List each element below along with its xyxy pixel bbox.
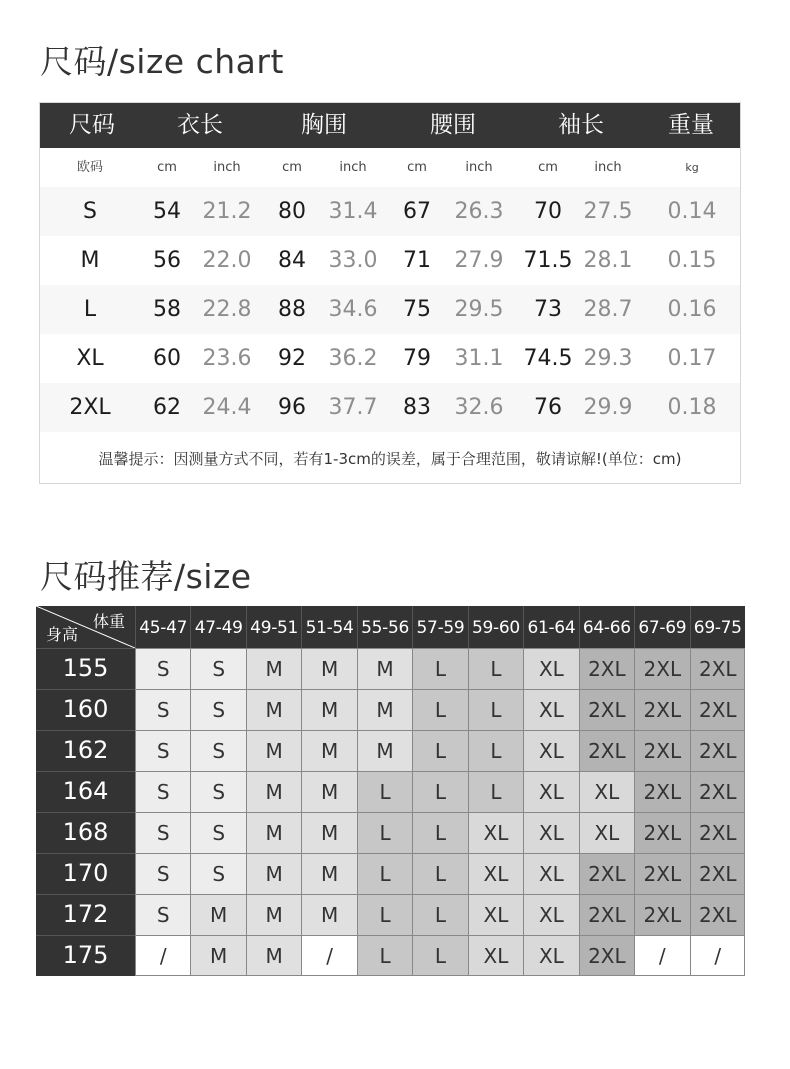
size-value: 58	[153, 297, 181, 322]
size-value: 34.6	[328, 297, 378, 322]
size-value: 73	[534, 297, 562, 322]
recommended-size-cell: M	[246, 812, 301, 853]
header-cell: 胸围	[301, 112, 347, 138]
recommended-size-cell: M	[301, 894, 356, 935]
recommended-size-cell: 2XL	[634, 894, 689, 935]
recommended-size-cell: L	[412, 894, 467, 935]
recommended-size-cell: L	[412, 771, 467, 812]
recommended-size-cell: M	[301, 730, 356, 771]
recommended-size-cell: 2XL	[690, 689, 745, 730]
weight-header-cell: 64-66	[579, 606, 634, 648]
recommended-size-cell: S	[190, 853, 245, 894]
recommended-size-cell: XL	[579, 812, 634, 853]
recommended-size-cell: M	[246, 935, 301, 976]
recommended-size-cell: M	[301, 648, 356, 689]
size-chart-header	[40, 103, 740, 148]
recommended-size-cell: S	[135, 771, 190, 812]
recommended-size-cell: XL	[523, 730, 578, 771]
recommended-size-cell: XL	[523, 648, 578, 689]
size-value: 0.17	[667, 346, 717, 371]
height-header-cell: 170	[36, 853, 135, 894]
recommended-size-cell: L	[412, 689, 467, 730]
recommended-size-cell: XL	[523, 853, 578, 894]
recommended-size-cell: S	[135, 894, 190, 935]
size-value: 0.15	[667, 248, 717, 273]
size-value: 80	[278, 199, 306, 224]
weight-header-cell: 49-51	[246, 606, 301, 648]
recommended-size-cell: S	[190, 771, 245, 812]
recommended-size-cell: M	[246, 689, 301, 730]
header-cell: 腰围	[430, 112, 476, 138]
recommended-size-cell: XL	[523, 771, 578, 812]
weight-axis-label: 体重	[92, 612, 125, 631]
size-value: 74.5	[523, 346, 573, 371]
recommended-size-cell: M	[301, 812, 356, 853]
recommended-size-cell: L	[357, 812, 412, 853]
height-header-cell: 168	[36, 812, 135, 853]
height-header-cell: 175	[36, 935, 135, 976]
size-chart-units-row	[40, 149, 740, 187]
size-value: 36.2	[328, 346, 378, 371]
recommended-size-cell: L	[412, 812, 467, 853]
recommended-size-cell: S	[135, 689, 190, 730]
recommended-size-cell: M	[190, 894, 245, 935]
recommended-size-cell: M	[357, 730, 412, 771]
size-value: 71.5	[523, 248, 573, 273]
weight-header-cell: 61-64	[523, 606, 578, 648]
recommended-size-cell: 2XL	[634, 771, 689, 812]
size-recommendation-title: 尺码推荐/size	[40, 557, 252, 596]
recommended-size-cell: L	[412, 648, 467, 689]
height-header-cell: 162	[36, 730, 135, 771]
size-value: 62	[153, 395, 181, 420]
recommended-size-cell: L	[412, 730, 467, 771]
size-value: 24.4	[202, 395, 252, 420]
header-cell: 尺码	[69, 112, 115, 138]
size-row	[40, 236, 740, 285]
unit-cell: cm	[282, 160, 302, 175]
size-value: 22.0	[202, 248, 252, 273]
unit-cell: cm	[407, 160, 427, 175]
size-value: 31.1	[454, 346, 504, 371]
recommended-size-cell: XL	[468, 935, 523, 976]
recommended-size-cell: XL	[523, 894, 578, 935]
recommended-size-cell: L	[412, 935, 467, 976]
recommended-size-cell: M	[357, 689, 412, 730]
recommended-size-cell: 2XL	[634, 812, 689, 853]
size-value: 33.0	[328, 248, 378, 273]
size-label: XL	[76, 346, 104, 371]
recommended-size-cell: 2XL	[690, 894, 745, 935]
size-value: 0.14	[667, 199, 717, 224]
recommended-size-cell: 2XL	[579, 935, 634, 976]
recommended-size-cell: L	[357, 771, 412, 812]
size-row	[40, 334, 740, 383]
header-cell: 袖长	[558, 112, 604, 138]
size-value: 88	[278, 297, 306, 322]
size-chart-title: 尺码/size chart	[40, 42, 284, 81]
size-value: 60	[153, 346, 181, 371]
height-header-cell: 164	[36, 771, 135, 812]
recommended-size-cell: S	[135, 853, 190, 894]
unit-cell: kg	[685, 161, 699, 174]
size-value: 29.9	[583, 395, 633, 420]
size-value: 21.2	[202, 199, 252, 224]
weight-header-cell: 69-75	[690, 606, 745, 648]
recommended-size-cell: XL	[468, 853, 523, 894]
recommended-size-cell: 2XL	[579, 730, 634, 771]
recommended-size-cell: M	[246, 730, 301, 771]
size-value: 28.7	[583, 297, 633, 322]
size-label: M	[80, 248, 100, 273]
size-value: 92	[278, 346, 306, 371]
size-value: 26.3	[454, 199, 504, 224]
size-value: 70	[534, 199, 562, 224]
recommended-size-cell: 2XL	[634, 853, 689, 894]
recommended-size-cell: 2XL	[690, 648, 745, 689]
recommended-size-cell: M	[357, 648, 412, 689]
recommended-size-cell: L	[468, 730, 523, 771]
recommended-size-cell: 2XL	[579, 894, 634, 935]
unit-cell: inch	[594, 160, 622, 175]
recommended-size-cell: XL	[468, 812, 523, 853]
size-value: 79	[403, 346, 431, 371]
height-header-cell: 160	[36, 689, 135, 730]
weight-header-cell: 51-54	[301, 606, 356, 648]
size-value: 96	[278, 395, 306, 420]
recommended-size-cell: 2XL	[690, 853, 745, 894]
recommended-size-cell: 2XL	[579, 689, 634, 730]
size-value: 32.6	[454, 395, 504, 420]
recommended-size-cell: L	[357, 853, 412, 894]
size-row	[40, 187, 740, 236]
recommended-size-cell: XL	[579, 771, 634, 812]
recommended-size-cell: M	[246, 853, 301, 894]
size-value: 83	[403, 395, 431, 420]
recommended-size-cell: XL	[523, 935, 578, 976]
recommended-size-cell: 2XL	[579, 648, 634, 689]
size-value: 28.1	[583, 248, 633, 273]
recommended-size-cell: /	[690, 935, 745, 976]
size-value: 29.3	[583, 346, 633, 371]
size-label: S	[83, 199, 97, 224]
recommended-size-cell: XL	[523, 812, 578, 853]
recommended-size-cell: L	[468, 648, 523, 689]
recommended-size-cell: S	[190, 689, 245, 730]
recommended-size-cell: 2XL	[690, 771, 745, 812]
header-cell: 衣长	[177, 112, 223, 138]
recommended-size-cell: S	[135, 730, 190, 771]
size-value: 22.8	[202, 297, 252, 322]
size-value: 37.7	[328, 395, 378, 420]
recommended-size-cell: L	[357, 894, 412, 935]
recommended-size-cell: /	[301, 935, 356, 976]
recommended-size-cell: 2XL	[634, 689, 689, 730]
recommended-size-cell: S	[190, 730, 245, 771]
unit-cell: cm	[157, 160, 177, 175]
unit-cell: inch	[213, 160, 241, 175]
recommended-size-cell: 2XL	[634, 648, 689, 689]
recommended-size-cell: S	[135, 648, 190, 689]
grid-corner-header	[36, 606, 135, 648]
size-value: 56	[153, 248, 181, 273]
weight-header-cell: 57-59	[412, 606, 467, 648]
height-header-cell: 172	[36, 894, 135, 935]
size-value: 67	[403, 199, 431, 224]
weight-header-cell: 55-56	[357, 606, 412, 648]
recommended-size-cell: XL	[468, 894, 523, 935]
recommended-size-cell: L	[468, 771, 523, 812]
recommended-size-cell: L	[468, 689, 523, 730]
recommended-size-cell: XL	[523, 689, 578, 730]
recommended-size-cell: /	[135, 935, 190, 976]
unit-cell: inch	[465, 160, 493, 175]
height-header-cell: 155	[36, 648, 135, 689]
recommended-size-cell: S	[135, 812, 190, 853]
weight-header-cell: 67-69	[634, 606, 689, 648]
size-value: 76	[534, 395, 562, 420]
unit-cell: 欧码	[76, 160, 104, 175]
size-row	[40, 285, 740, 334]
header-cell: 重量	[668, 112, 714, 138]
size-value: 27.5	[583, 199, 633, 224]
recommended-size-cell: 2XL	[634, 730, 689, 771]
size-chart-table	[39, 102, 741, 484]
size-value: 75	[403, 297, 431, 322]
size-value: 23.6	[202, 346, 252, 371]
unit-cell: inch	[339, 160, 367, 175]
size-value: 71	[403, 248, 431, 273]
recommended-size-cell: L	[412, 853, 467, 894]
size-chart-note: 温馨提示：因测量方式不同，若有1-3cm的误差，属于合理范围，敬请谅解!(单位：cm)	[98, 450, 682, 468]
size-value: 84	[278, 248, 306, 273]
height-axis-label: 身高	[46, 625, 79, 644]
size-value: 27.9	[454, 248, 504, 273]
recommended-size-cell: L	[357, 935, 412, 976]
size-value: 54	[153, 199, 181, 224]
recommended-size-cell: /	[634, 935, 689, 976]
weight-header-cell: 45-47	[135, 606, 190, 648]
size-value: 31.4	[328, 199, 378, 224]
size-value: 29.5	[454, 297, 504, 322]
recommended-size-cell: M	[301, 689, 356, 730]
recommended-size-cell: M	[190, 935, 245, 976]
recommended-size-cell: S	[190, 812, 245, 853]
weight-header-cell: 47-49	[190, 606, 245, 648]
size-value: 0.18	[667, 395, 717, 420]
recommended-size-cell: S	[190, 648, 245, 689]
recommended-size-cell: 2XL	[579, 853, 634, 894]
unit-cell: cm	[538, 160, 558, 175]
size-row	[40, 383, 740, 432]
recommended-size-cell: M	[246, 894, 301, 935]
recommended-size-cell: M	[301, 853, 356, 894]
recommended-size-cell: 2XL	[690, 730, 745, 771]
size-value: 0.16	[667, 297, 717, 322]
size-label: L	[83, 297, 97, 322]
size-label: 2XL	[69, 395, 111, 420]
recommended-size-cell: 2XL	[690, 812, 745, 853]
recommended-size-cell: M	[246, 648, 301, 689]
weight-header-cell: 59-60	[468, 606, 523, 648]
recommended-size-cell: M	[246, 771, 301, 812]
recommended-size-cell: M	[301, 771, 356, 812]
